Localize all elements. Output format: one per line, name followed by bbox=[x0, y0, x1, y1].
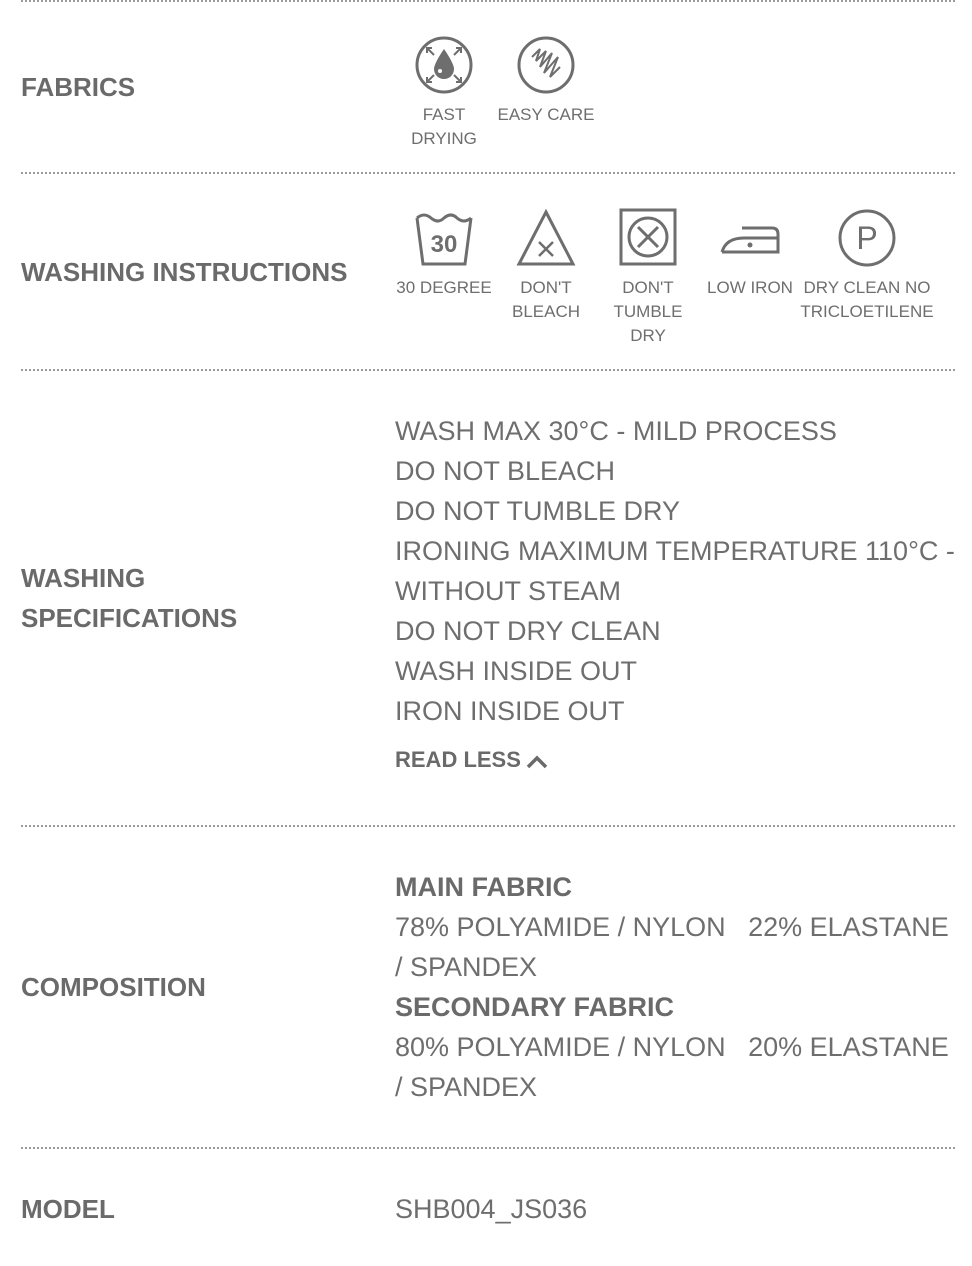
dry-clean-p-symbol: P bbox=[856, 220, 878, 256]
no-bleach-icon bbox=[516, 208, 576, 268]
divider-top bbox=[21, 0, 955, 2]
no-bleach-caption: DON'T BLEACH bbox=[511, 278, 581, 321]
chevron-up-icon bbox=[525, 753, 549, 769]
easy-care-icon bbox=[516, 35, 576, 95]
spec-line: WASH MAX 30°C - MILD PROCESS bbox=[395, 416, 837, 446]
main-fabric-heading: MAIN FABRIC bbox=[395, 872, 572, 902]
dry-clean-caption: DRY CLEAN NO TRICLOETILENE bbox=[800, 278, 934, 321]
fast-drying-item bbox=[392, 35, 496, 151]
wash-30-symbol: 30 bbox=[430, 231, 458, 258]
spec-line: DO NOT DRY CLEAN bbox=[395, 616, 661, 646]
secondary-fabric-heading: SECONDARY FABRIC bbox=[395, 992, 675, 1022]
composition-details bbox=[395, 867, 955, 1107]
no-bleach-item bbox=[494, 208, 598, 324]
washing-specifications-label: WASHING SPECIFICATIONS bbox=[21, 563, 238, 633]
divider-instructions bbox=[21, 369, 955, 371]
no-tumble-dry-item bbox=[596, 208, 700, 348]
wash-30-item bbox=[392, 208, 496, 300]
fabrics-label: FABRICS bbox=[21, 72, 136, 102]
washing-specifications-list bbox=[395, 411, 955, 731]
main-fabric-value: 78% POLYAMIDE / NYLON 22% ELASTANE / SPANDEX bbox=[395, 912, 957, 982]
fast-drying-icon bbox=[414, 35, 474, 95]
easy-care-item bbox=[494, 35, 598, 127]
composition-label: COMPOSITION bbox=[21, 972, 206, 1002]
model-value: SHB004_JS036 bbox=[395, 1194, 588, 1224]
spec-line: IRON INSIDE OUT bbox=[395, 696, 625, 726]
read-less-label: READ LESS bbox=[395, 747, 521, 772]
no-tumble-dry-icon bbox=[618, 208, 678, 268]
spec-line: DO NOT TUMBLE DRY bbox=[395, 496, 681, 526]
spec-line: IRONING MAXIMUM TEMPERATURE 110°C - WITHOUT STEAM bbox=[395, 536, 955, 606]
dry-clean-p-icon bbox=[837, 208, 897, 268]
read-less-button[interactable] bbox=[395, 747, 549, 773]
low-iron-icon bbox=[720, 208, 780, 268]
model-label: MODEL bbox=[21, 1194, 115, 1224]
wash-30-icon bbox=[414, 208, 474, 268]
divider-composition bbox=[21, 1147, 955, 1149]
spec-line: DO NOT BLEACH bbox=[395, 456, 616, 486]
easy-care-caption: EASY CARE bbox=[497, 105, 595, 124]
spec-line: WASH INSIDE OUT bbox=[395, 656, 638, 686]
divider-fabrics bbox=[21, 172, 955, 174]
dry-clean-item bbox=[800, 208, 934, 324]
no-tumble-dry-caption: DON'T TUMBLE DRY bbox=[613, 278, 683, 345]
low-iron-item bbox=[698, 208, 802, 300]
fast-drying-caption: FAST DRYING bbox=[411, 105, 477, 148]
low-iron-caption: LOW IRON bbox=[707, 278, 793, 297]
washing-instructions-label: WASHING INSTRUCTIONS bbox=[21, 257, 348, 287]
divider-specifications bbox=[21, 825, 955, 827]
wash-30-caption: 30 DEGREE bbox=[396, 278, 492, 297]
secondary-fabric-value: 80% POLYAMIDE / NYLON 20% ELASTANE / SPANDEX bbox=[395, 1032, 957, 1102]
